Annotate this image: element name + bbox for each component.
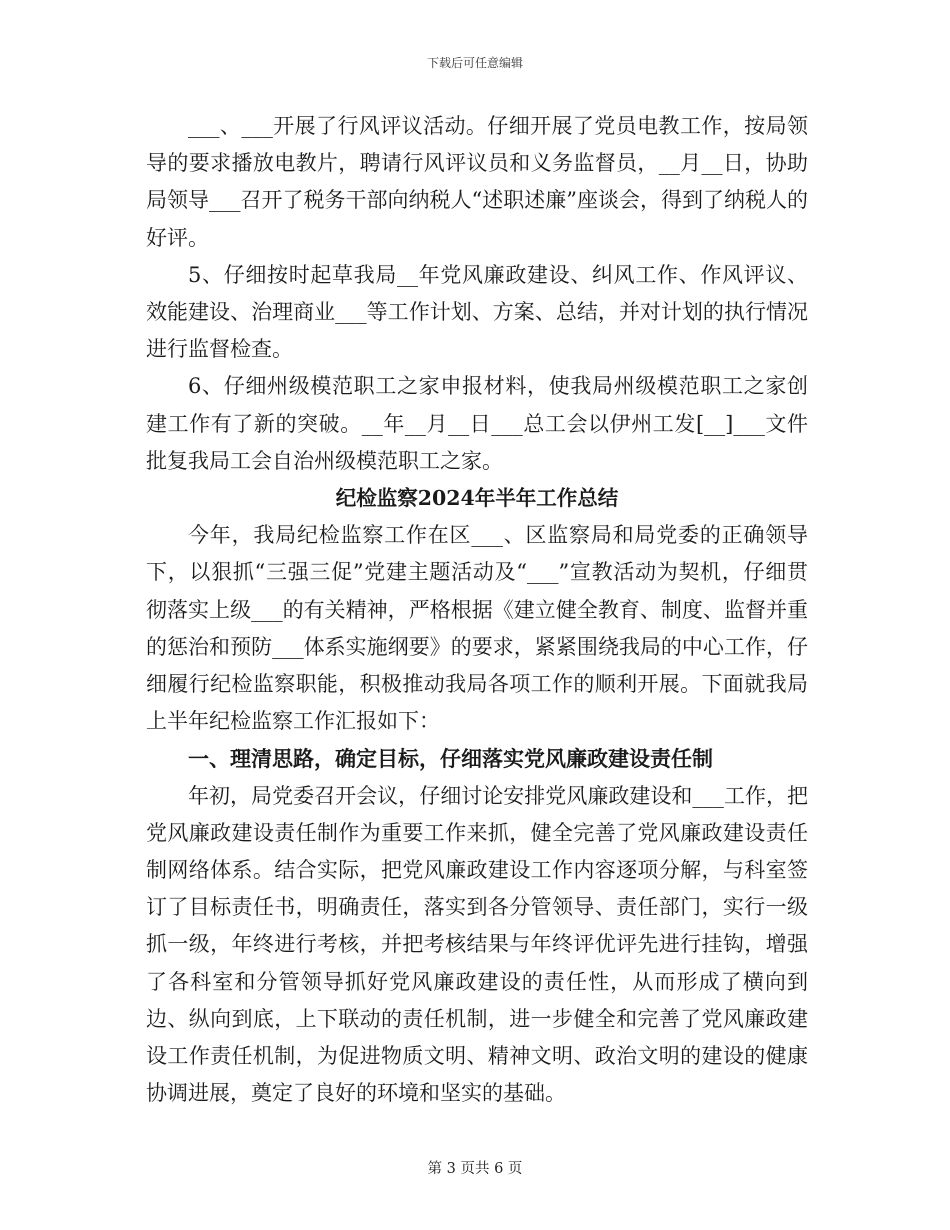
paragraph-item-6: 6、仔细州级模范职工之家申报材料，使我局州级模范职工之家创建工作有了新的突破。__年__月__日___总工会以伊州工发[__]___文件批复我局工会自治州级模范职工之家。 xyxy=(146,374,808,473)
page-header: 下载后可任意编辑 xyxy=(426,56,523,70)
paragraph-section-1: 年初，局党委召开会议，仔细讨论安排党风廉政建设和___工作，把党风廉政建设责任制作为重要工作来抓，健全完善了党风廉政建设责任制网络体系。结合实际，把党风廉政建设工作内容逐项分解，与科室签订了目标责任书，明确责任，落实到各分管领导、责任部门，实行一级抓一级，年终进行考核，并把考核结果与年终评优评先进行挂钩，增强了各科室和分管领导抓好党风廉政建设的责任性，从而形成了横向到边、纵向到底，上下联动的责任机制，进一步健全和完善了党风廉政建设工作责任机制，为促进物质文明、精神文明、政治文明的建设的健康协调进展，奠定了良好的环境和坚实的基础。 xyxy=(146,783,808,1106)
document-title: 纪检监察2024年半年工作总结 xyxy=(335,486,619,511)
document-body xyxy=(146,108,808,1112)
page-number: 第 3 页共 6 页 xyxy=(427,1161,523,1177)
paragraph-activities: ___、___开展了行风评议活动。仔细开展了党员电教工作，按局领导的要求播放电教片，聘请行风评议员和义务监督员，__月__日，协助局领导___召开了税务干部向纳税人“述职述廉”座谈会，得到了纳税人的好评。 xyxy=(146,114,808,250)
paragraph-intro: 今年，我局纪检监察工作在区___、区监察局和局党委的正确领导下，以狠抓“三强三促”党建主题活动及“___”宣教活动为契机，仔细贯彻落实上级___的有关精神，严格根据《建立健全教育、制度、监督并重的惩治和预防___体系实施纲要》的要求，紧紧围绕我局的中心工作，仔细履行纪检监察职能，积极推动我局各项工作的顺利开展。下面就我局上半年纪检监察工作汇报如下： xyxy=(146,523,808,734)
section-heading-1: 一、理清思路，确定目标，仔细落实党风廉政建设责任制 xyxy=(188,746,713,772)
paragraph-item-5: 5、仔细按时起草我局__年党风廉政建设、纠风工作、作风评议、效能建设、治理商业___等工作计划、方案、总结，并对计划的执行情况进行监督检查。 xyxy=(146,262,808,362)
